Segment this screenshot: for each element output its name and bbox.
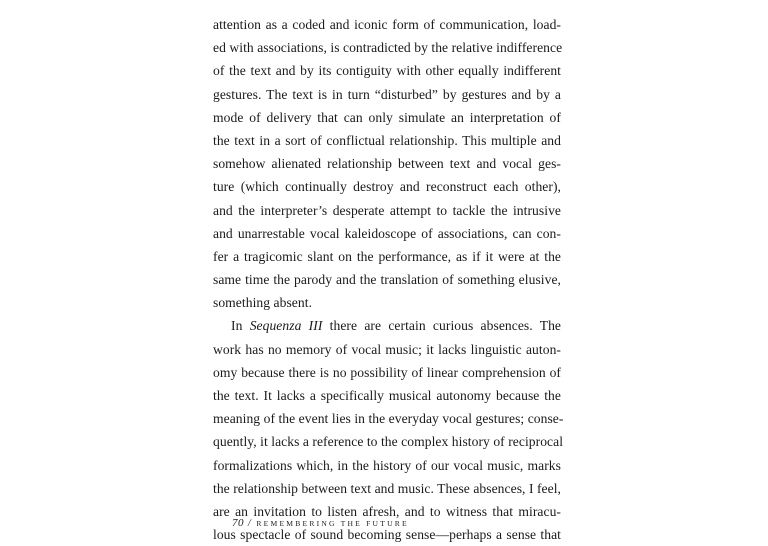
line-suffix: there are certain curious absences. The — [322, 318, 562, 334]
text-line: gestures. The text is in turn “disturbed” by gestures and by a — [213, 86, 561, 102]
text-line: work has no memory of vocal music; it lacks linguistic auton- — [213, 341, 561, 357]
text-line: meaning of the event lies in the everyday vocal gestures; conse- — [213, 411, 564, 427]
text-line-first — [213, 314, 561, 337]
text-line: ture (which continually destroy and reconstruct each other), — [213, 179, 561, 195]
text-line: same time the parody and the translation of something elusive, — [213, 272, 561, 288]
line-prefix: In — [231, 318, 250, 334]
text-line: are an invitation to listen afresh, and to witness that miracu- — [213, 503, 561, 519]
text-line: somehow alienated relationship between text and vocal ges- — [213, 156, 561, 172]
page-footer — [232, 517, 409, 529]
running-title: REMEMBERING THE FUTURE — [256, 519, 409, 528]
text-line: of the text and by its contiguity with other equally indifferent — [213, 63, 561, 79]
text-line: the text. It lacks a specifically musical autonomy because the — [213, 388, 561, 403]
work-title: Sequenza III — [249, 318, 323, 334]
text-line: lous spectacle of sound becoming sense—perhaps a sense that — [213, 527, 561, 543]
text-line: attention as a coded and iconic form of communication, load- — [213, 17, 561, 32]
text-line: the text in a sort of conflictual relationship. This multiple and — [213, 132, 561, 148]
text-line: and unarrestable vocal kaleidoscope of associations, can con- — [213, 225, 561, 241]
body-text — [213, 13, 564, 546]
text-line: quently, it lacks a reference to the complex history of reciprocal — [213, 434, 564, 450]
text-line: something absent. — [213, 295, 313, 311]
text-line: and the interpreter’s desperate attempt to tackle the intrusive — [213, 202, 561, 218]
text-line: ed with associations, is contradicted by the relative indifference — [213, 40, 563, 56]
paragraph-1 — [213, 13, 561, 314]
footer-separator: / — [248, 518, 253, 529]
text-line: the relationship between text and music. These absences, I feel, — [213, 480, 561, 496]
text-line: fer a tragicomic slant on the performance, as if it were at the — [213, 248, 561, 264]
text-line: formalizations which, in the history of our vocal music, marks — [213, 457, 561, 473]
page-number: 70 — [232, 517, 244, 529]
text-line: mode of delivery that can only simulate an interpretation of — [213, 109, 561, 125]
paragraph-2 — [213, 314, 564, 546]
text-line: omy because there is no possibility of linear comprehension of — [213, 364, 561, 380]
